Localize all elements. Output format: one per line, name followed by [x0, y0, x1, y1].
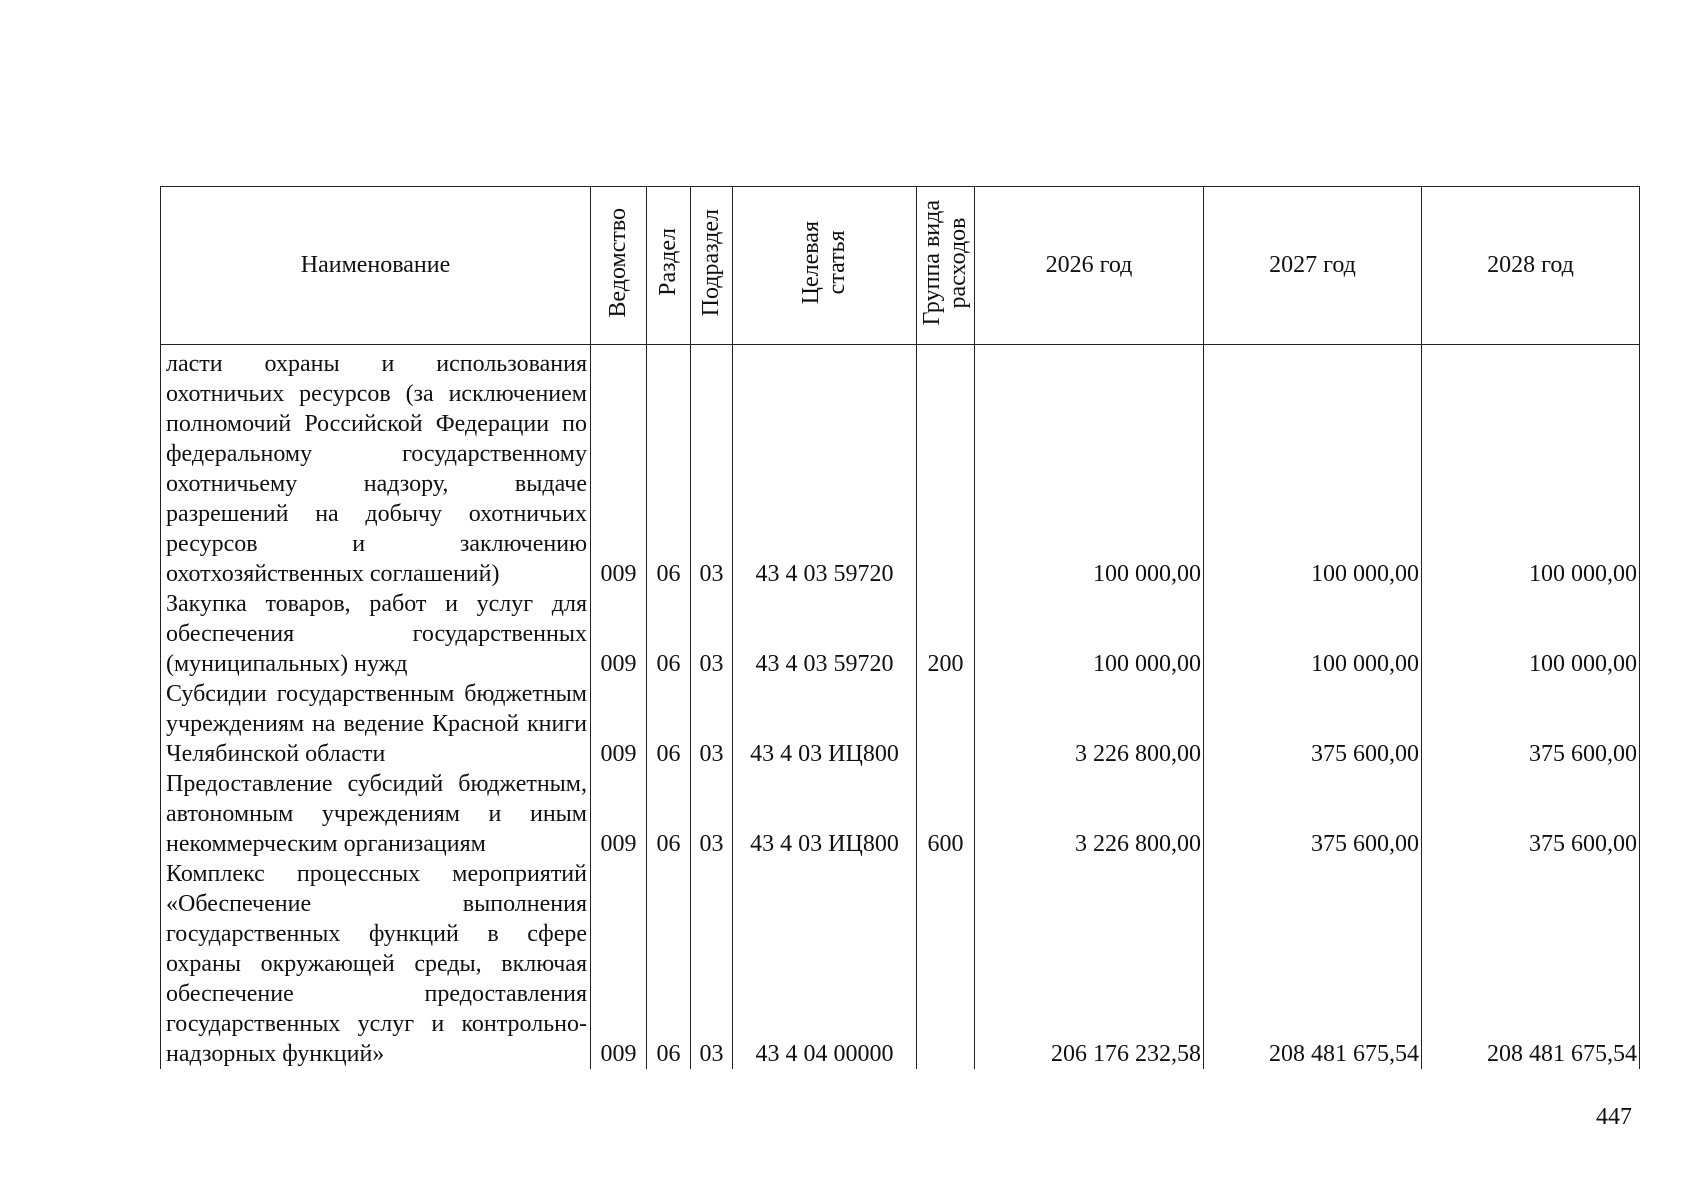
row-expense-group — [917, 679, 975, 769]
row-amount-2027: 100 000,00 — [1204, 589, 1422, 679]
row-amount-2028: 375 600,00 — [1422, 769, 1640, 859]
row-subsection: 03 — [691, 679, 733, 769]
header-section: Раздел — [647, 187, 691, 345]
row-department: 009 — [591, 769, 647, 859]
row-amount-2027: 375 600,00 — [1204, 679, 1422, 769]
header-expense-group: Группа вида расходов — [917, 187, 975, 345]
row-department: 009 — [591, 679, 647, 769]
header-year-2027: 2027 год — [1204, 187, 1422, 345]
row-subsection: 03 — [691, 345, 733, 590]
row-amount-2027: 208 481 675,54 — [1204, 859, 1422, 1069]
row-section: 06 — [647, 679, 691, 769]
row-name: Субсидии государственным бюджетным учреждениям на ведение Красной книги Челябинской области — [161, 679, 591, 769]
row-name: Комплекс процессных мероприятий «Обеспечение выполнения государственных функций в сфере охраны окружающей среды, включая обеспечение предоставления государственных услуг и контрольно-надзорных функций» — [161, 859, 591, 1069]
row-section: 06 — [647, 589, 691, 679]
row-amount-2026: 3 226 800,00 — [975, 679, 1204, 769]
table-row — [161, 589, 1640, 679]
row-amount-2028: 208 481 675,54 — [1422, 859, 1640, 1069]
row-target-article: 43 4 04 00000 — [733, 859, 917, 1069]
row-amount-2028: 375 600,00 — [1422, 679, 1640, 769]
row-amount-2026: 206 176 232,58 — [975, 859, 1204, 1069]
table-row — [161, 679, 1640, 769]
row-target-article: 43 4 03 ИЦ800 — [733, 679, 917, 769]
page-number: 447 — [1596, 1104, 1632, 1130]
table-row — [161, 859, 1640, 1069]
row-amount-2028: 100 000,00 — [1422, 589, 1640, 679]
header-year-2028: 2028 год — [1422, 187, 1640, 345]
row-amount-2026: 3 226 800,00 — [975, 769, 1204, 859]
row-name: Предоставление субсидий бюджетным, автономным учреждениям и иным некоммерческим организациям — [161, 769, 591, 859]
row-amount-2026: 100 000,00 — [975, 345, 1204, 590]
header-subsection: Подраздел — [691, 187, 733, 345]
row-subsection: 03 — [691, 769, 733, 859]
row-department: 009 — [591, 345, 647, 590]
row-department: 009 — [591, 859, 647, 1069]
row-section: 06 — [647, 769, 691, 859]
header-department: Ведомство — [591, 187, 647, 345]
table-row — [161, 769, 1640, 859]
header-target-article: Целевая статья — [733, 187, 917, 345]
row-amount-2027: 375 600,00 — [1204, 769, 1422, 859]
row-target-article: 43 4 03 59720 — [733, 589, 917, 679]
row-target-article: 43 4 03 ИЦ800 — [733, 769, 917, 859]
budget-table — [160, 186, 1640, 1069]
row-target-article: 43 4 03 59720 — [733, 345, 917, 590]
header-name: Наименование — [161, 187, 591, 345]
row-name: ласти охраны и использования охотничьих ресурсов (за исключением полномочий Российской Федерации по федеральному государственному охотничьему надзору, выдаче разрешений на добычу охотничьих ресурсов и заключению охотхозяйственных соглашений) — [161, 345, 591, 590]
row-amount-2026: 100 000,00 — [975, 589, 1204, 679]
row-amount-2027: 100 000,00 — [1204, 345, 1422, 590]
row-department: 009 — [591, 589, 647, 679]
row-name: Закупка товаров, работ и услуг для обеспечения государственных (муниципальных) нужд — [161, 589, 591, 679]
row-subsection: 03 — [691, 589, 733, 679]
row-expense-group: 200 — [917, 589, 975, 679]
row-subsection: 03 — [691, 859, 733, 1069]
row-expense-group: 600 — [917, 769, 975, 859]
row-amount-2028: 100 000,00 — [1422, 345, 1640, 590]
row-section: 06 — [647, 345, 691, 590]
table-row — [161, 345, 1640, 590]
header-year-2026: 2026 год — [975, 187, 1204, 345]
header-row — [161, 187, 1640, 345]
row-expense-group — [917, 859, 975, 1069]
row-expense-group — [917, 345, 975, 590]
row-section: 06 — [647, 859, 691, 1069]
